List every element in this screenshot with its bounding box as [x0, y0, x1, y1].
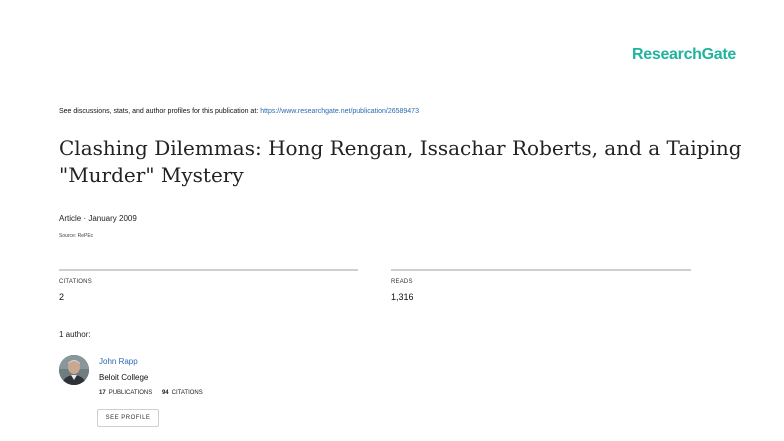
publication-title-line-1: Clashing Dilemmas: Hong Rengan, Issachar Roberts, and a Taiping	[59, 136, 742, 160]
citations-value: 2	[59, 292, 65, 302]
reads-divider	[391, 269, 691, 271]
article-source: Source: RePEc	[59, 233, 94, 239]
see-discussions-text: See discussions, stats, and author profiles for this publication at:	[59, 108, 259, 115]
publication-title-line-2: "Murder" Mystery	[59, 163, 244, 187]
publications-count: 17	[99, 390, 106, 396]
author-citations-label: CITATIONS	[171, 390, 203, 396]
publications-label: PUBLICATIONS	[108, 390, 153, 396]
see-discussions-line	[59, 108, 419, 115]
see-profile-button[interactable]: SEE PROFILE	[97, 409, 159, 427]
author-stats	[99, 390, 203, 396]
article-type-date: Article · January 2009	[59, 214, 137, 223]
publication-url-link[interactable]: https://www.researchgate.net/publication/26589473	[260, 108, 419, 115]
citations-label: CITATIONS	[59, 279, 92, 285]
author-citations-count: 94	[161, 390, 169, 396]
publication-title	[59, 135, 749, 189]
author-institution: Beloit College	[99, 373, 149, 382]
avatar-portrait-icon	[59, 355, 89, 385]
authors-heading: 1 author:	[59, 330, 91, 339]
reads-value: 1,316	[391, 292, 414, 302]
author-avatar[interactable]	[59, 355, 89, 385]
author-name-link[interactable]: John Rapp	[99, 357, 138, 366]
citations-divider	[59, 269, 358, 271]
researchgate-logo[interactable]: ResearchGate	[632, 46, 737, 63]
reads-label: READS	[391, 279, 413, 285]
